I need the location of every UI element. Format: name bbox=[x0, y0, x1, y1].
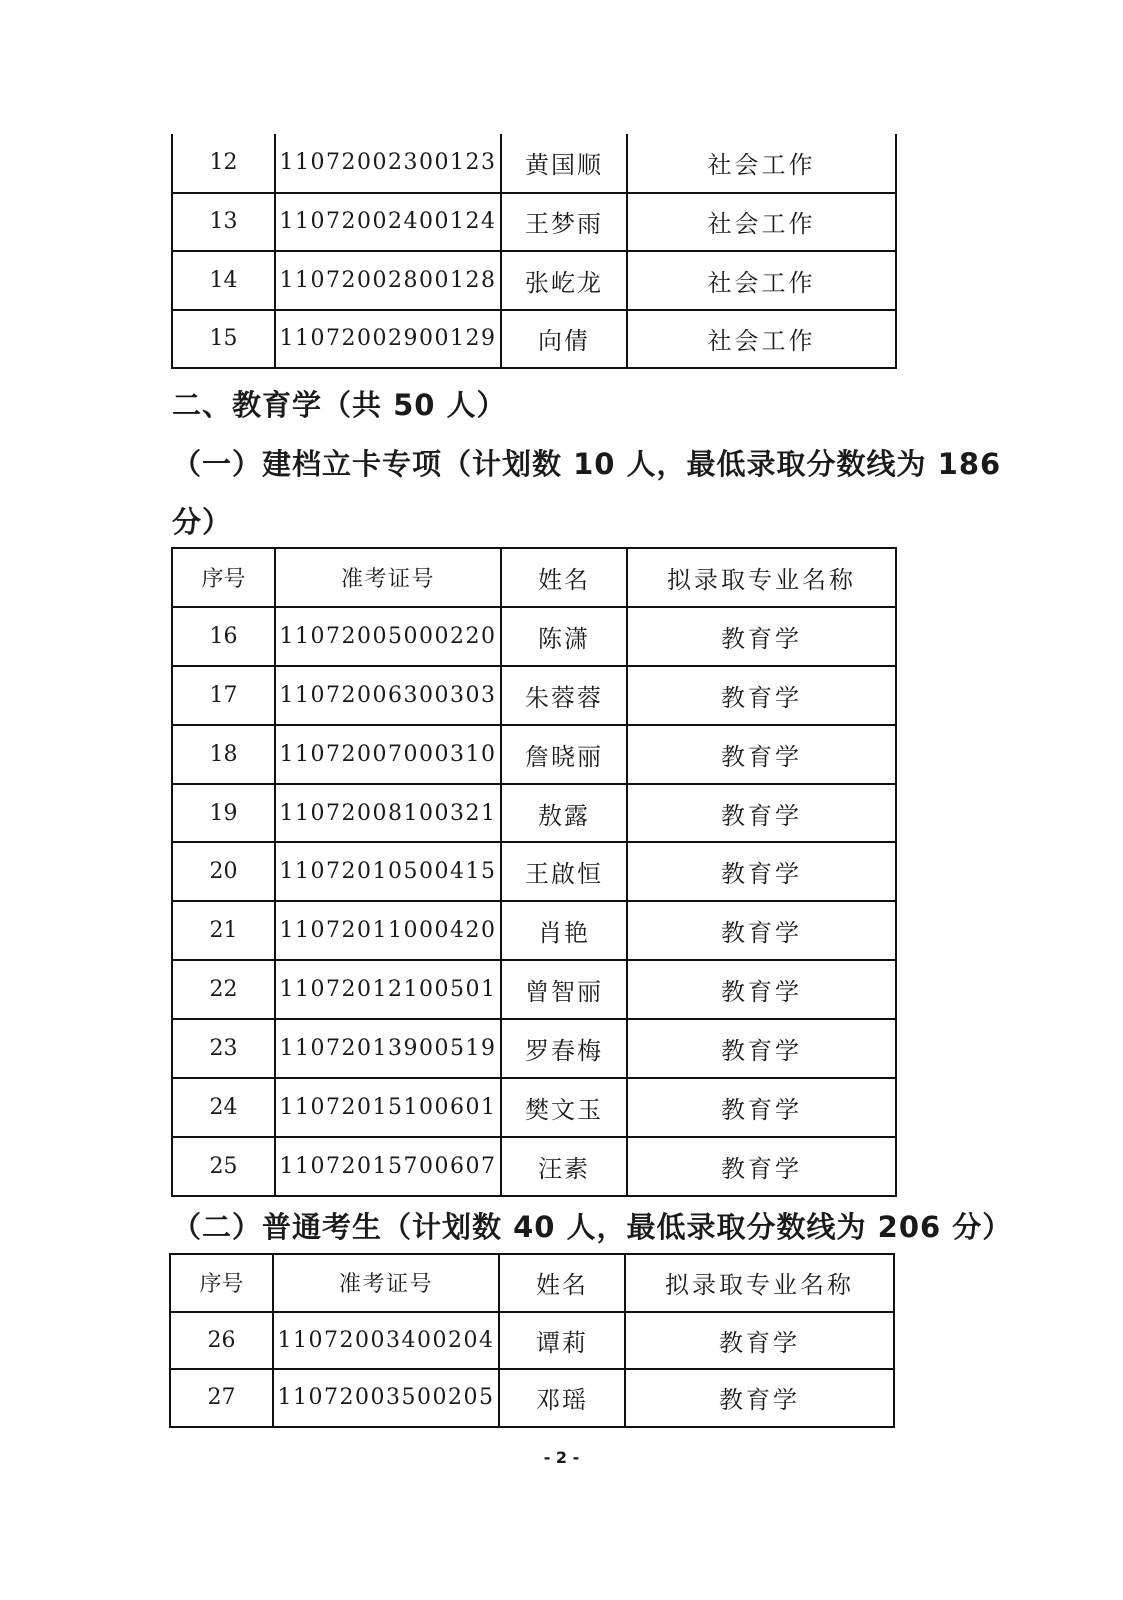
page-number: - 2 - bbox=[543, 1448, 580, 1467]
cell-no: 12 bbox=[172, 134, 275, 193]
table-row bbox=[172, 1137, 896, 1196]
cell-major: 教育学 bbox=[625, 1369, 894, 1427]
cell-name: 敖露 bbox=[501, 784, 627, 843]
cell-id: 11072007000310 bbox=[275, 725, 501, 784]
header-cell-name: 姓名 bbox=[501, 548, 627, 607]
cell-id: 11072013900519 bbox=[275, 1019, 501, 1078]
cell-name: 曾智丽 bbox=[501, 960, 627, 1019]
cell-name: 陈潇 bbox=[501, 607, 627, 666]
cell-id: 11072002800128 bbox=[275, 251, 501, 310]
table-row bbox=[170, 1369, 894, 1427]
cell-id: 11072011000420 bbox=[275, 901, 501, 960]
table-row bbox=[172, 607, 896, 666]
cell-no: 17 bbox=[172, 666, 275, 725]
table-header-row bbox=[170, 1254, 894, 1312]
cell-name: 罗春梅 bbox=[501, 1019, 627, 1078]
table-row bbox=[172, 1078, 896, 1137]
cell-no: 14 bbox=[172, 251, 275, 310]
table-row bbox=[172, 193, 896, 252]
cell-major: 教育学 bbox=[627, 725, 896, 784]
cell-name: 朱蓉蓉 bbox=[501, 666, 627, 725]
cell-id: 11072003400204 bbox=[273, 1312, 499, 1370]
admission-table-regular bbox=[169, 1253, 895, 1428]
cell-name: 肖艳 bbox=[501, 901, 627, 960]
cell-id: 11072008100321 bbox=[275, 784, 501, 843]
cell-no: 18 bbox=[172, 725, 275, 784]
cell-name: 王啟恒 bbox=[501, 842, 627, 901]
cell-major: 教育学 bbox=[625, 1312, 894, 1370]
cell-major: 教育学 bbox=[627, 842, 896, 901]
cell-id: 11072006300303 bbox=[275, 666, 501, 725]
subsection-heading-regular: （二）普通考生（计划数 40 人，最低录取分数线为 206 分） bbox=[172, 1210, 1013, 1244]
cell-no: 25 bbox=[172, 1137, 275, 1196]
header-cell-no: 序号 bbox=[172, 548, 275, 607]
table-row bbox=[172, 1019, 896, 1078]
header-cell-major: 拟录取专业名称 bbox=[627, 548, 896, 607]
cell-name: 邓瑶 bbox=[499, 1369, 625, 1427]
header-cell-no: 序号 bbox=[170, 1254, 273, 1312]
cell-name: 张屹龙 bbox=[501, 251, 627, 310]
cell-major: 教育学 bbox=[627, 607, 896, 666]
cell-no: 26 bbox=[170, 1312, 273, 1370]
table-row bbox=[172, 960, 896, 1019]
cell-no: 15 bbox=[172, 310, 275, 369]
cell-no: 19 bbox=[172, 784, 275, 843]
cell-major: 教育学 bbox=[627, 960, 896, 1019]
cell-no: 16 bbox=[172, 607, 275, 666]
admission-table-social-work bbox=[171, 134, 897, 369]
cell-major: 教育学 bbox=[627, 666, 896, 725]
cell-major: 社会工作 bbox=[627, 310, 896, 369]
cell-major: 社会工作 bbox=[627, 251, 896, 310]
cell-no: 27 bbox=[170, 1369, 273, 1427]
table-header-row bbox=[172, 548, 896, 607]
cell-name: 樊文玉 bbox=[501, 1078, 627, 1137]
table-row bbox=[172, 666, 896, 725]
cell-name: 向倩 bbox=[501, 310, 627, 369]
cell-major: 教育学 bbox=[627, 901, 896, 960]
cell-no: 24 bbox=[172, 1078, 275, 1137]
header-cell-id: 准考证号 bbox=[275, 548, 501, 607]
cell-no: 20 bbox=[172, 842, 275, 901]
cell-major: 教育学 bbox=[627, 1019, 896, 1078]
table-row bbox=[172, 725, 896, 784]
cell-major: 教育学 bbox=[627, 1078, 896, 1137]
header-cell-name: 姓名 bbox=[499, 1254, 625, 1312]
table-row bbox=[170, 1312, 894, 1370]
admission-table-poverty-special bbox=[171, 547, 897, 1197]
cell-id: 11072002900129 bbox=[275, 310, 501, 369]
table-row bbox=[172, 310, 896, 369]
cell-name: 黄国顺 bbox=[501, 134, 627, 193]
table-row bbox=[172, 134, 896, 193]
table-row bbox=[172, 784, 896, 843]
cell-name: 汪素 bbox=[501, 1137, 627, 1196]
cell-no: 13 bbox=[172, 193, 275, 252]
cell-id: 11072002300123 bbox=[275, 134, 501, 193]
cell-major: 教育学 bbox=[627, 784, 896, 843]
cell-major: 社会工作 bbox=[627, 134, 896, 193]
cell-no: 22 bbox=[172, 960, 275, 1019]
cell-major: 社会工作 bbox=[627, 193, 896, 252]
table-row bbox=[172, 901, 896, 960]
cell-name: 谭莉 bbox=[499, 1312, 625, 1370]
cell-id: 11072010500415 bbox=[275, 842, 501, 901]
cell-major: 教育学 bbox=[627, 1137, 896, 1196]
subsection-heading-poverty-special-line1: （一）建档立卡专项（计划数 10 人，最低录取分数线为 186 bbox=[172, 447, 1002, 481]
subsection-heading-poverty-special-line2: 分） bbox=[172, 505, 233, 539]
cell-id: 11072015700607 bbox=[275, 1137, 501, 1196]
table-row bbox=[172, 251, 896, 310]
cell-id: 11072012100501 bbox=[275, 960, 501, 1019]
table-row bbox=[172, 842, 896, 901]
cell-name: 王梦雨 bbox=[501, 193, 627, 252]
cell-no: 23 bbox=[172, 1019, 275, 1078]
section-heading-education: 二、教育学（共 50 人） bbox=[172, 388, 507, 422]
cell-id: 11072003500205 bbox=[273, 1369, 499, 1427]
header-cell-major: 拟录取专业名称 bbox=[625, 1254, 894, 1312]
cell-name: 詹晓丽 bbox=[501, 725, 627, 784]
header-cell-id: 准考证号 bbox=[273, 1254, 499, 1312]
cell-id: 11072015100601 bbox=[275, 1078, 501, 1137]
cell-id: 11072005000220 bbox=[275, 607, 501, 666]
cell-no: 21 bbox=[172, 901, 275, 960]
cell-id: 11072002400124 bbox=[275, 193, 501, 252]
